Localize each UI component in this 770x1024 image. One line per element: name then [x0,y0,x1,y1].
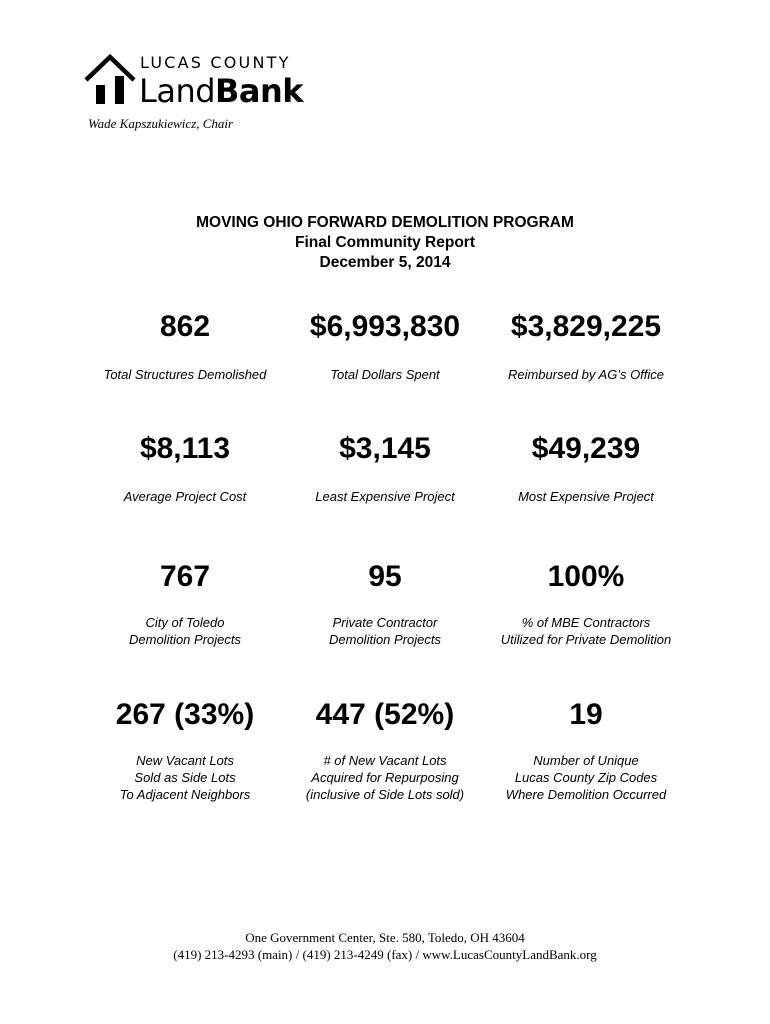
stat-label: Reimbursed by AG’s Office [507,367,665,382]
logo-top-text: LUCAS COUNTY [140,53,291,72]
stat-most-expensive [466,432,706,505]
stat-value: 100% [547,560,625,593]
logo-bank-text: Bank [215,72,304,110]
report-date: December 5, 2014 [319,254,451,271]
report-subtitle: Final Community Report [295,234,475,251]
report-title [0,213,770,273]
stat-label: % of MBE Contractors Utilized for Private Demolition [500,615,672,647]
stat-reimbursed [466,310,706,383]
stat-value: 862 [159,310,211,343]
stat-label: Total Dollars Spent [330,367,440,382]
stat-value: $3,145 [339,432,431,465]
footer-address: One Government Center, Ste. 580, Toledo, OH 43604 [245,930,525,945]
stat-label: New Vacant Lots Sold as Side Lots To Adjacent Neighbors [119,753,251,802]
house-icon [84,52,136,108]
chair-name: Wade Kapszukiewicz, Chair [88,116,234,131]
stat-value: 447 (52%) [315,698,455,731]
stat-value: $6,993,830 [309,310,461,343]
stat-label: Least Expensive Project [315,489,455,504]
stat-label: Most Expensive Project [518,489,654,504]
stat-label: # of New Vacant Lots Acquired for Repurposing (inclusive of Side Lots sold) [305,753,465,802]
stat-label: Average Project Cost [123,489,247,504]
stat-zip-codes [466,698,706,803]
landbank-logo [84,52,324,114]
stat-value: 267 (33%) [115,698,255,731]
stat-label: Private Contractor Demolition Projects [329,615,441,647]
stat-mbe-contractors [466,560,706,648]
stat-label: Total Structures Demolished [103,367,267,382]
stat-label: City of Toledo Demolition Projects [129,615,241,647]
footer-contact: (419) 213-4293 (main) / (419) 213-4249 (fax) / www.LucasCountyLandBank.org [173,947,597,962]
logo-main-text [139,72,303,110]
stat-value: 95 [368,560,402,593]
stat-value: $49,239 [531,432,641,465]
stat-value: 767 [159,560,211,593]
stat-value: 19 [569,698,603,731]
page-footer [0,929,770,963]
stat-value: $8,113 [139,432,231,465]
stat-label: Number of Unique Lucas County Zip Codes Where Demolition Occurred [505,753,667,802]
program-title: MOVING OHIO FORWARD DEMOLITION PROGRAM [196,214,574,231]
logo-land-text: Land [139,72,216,110]
stat-value: $3,829,225 [510,310,662,343]
